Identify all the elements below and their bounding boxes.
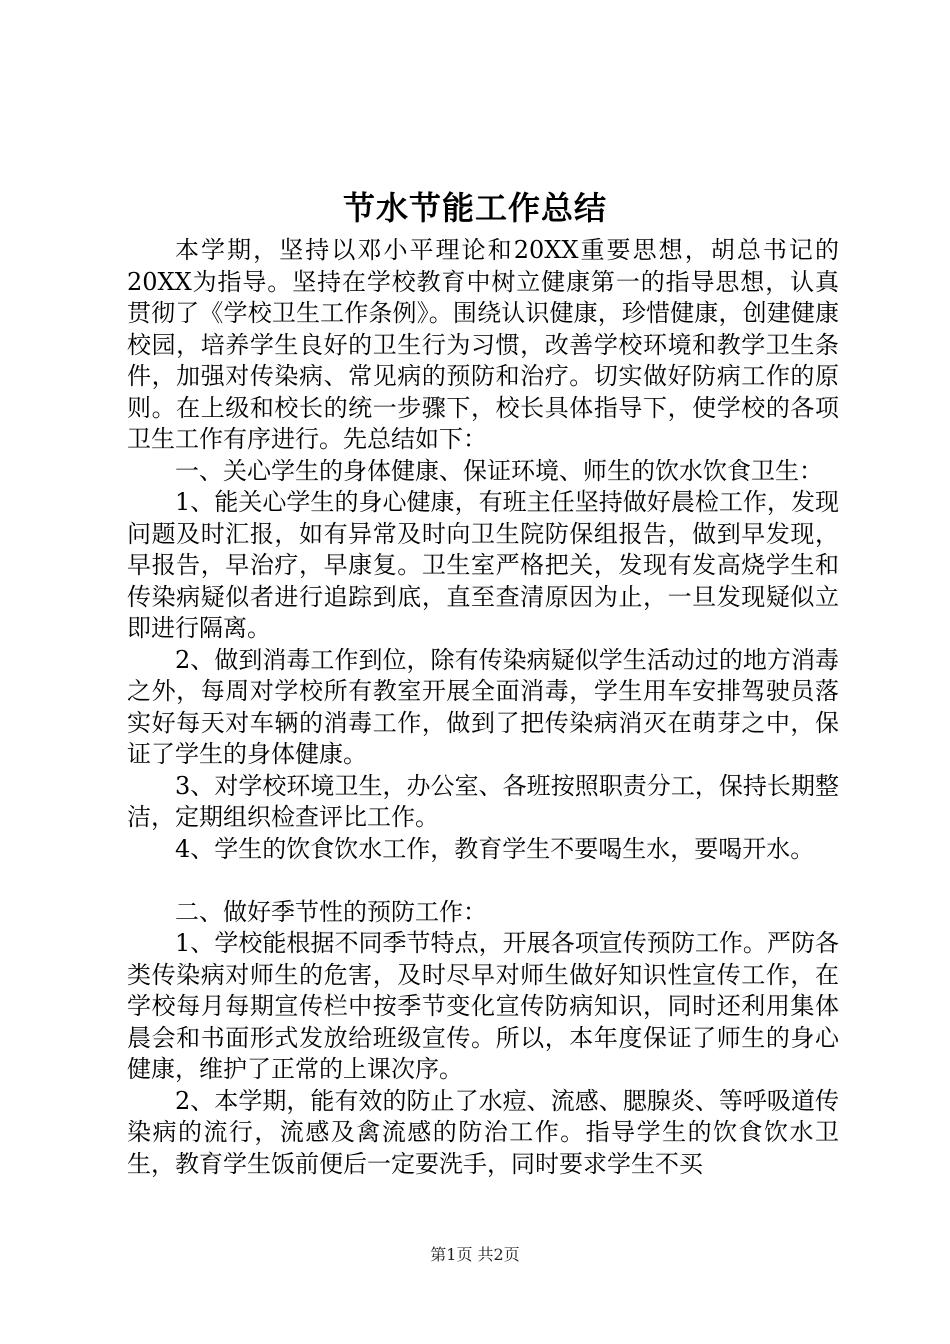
blank-line <box>127 865 839 897</box>
paragraph-1-3: 3、对学校环境卫生，办公室、各班按照职责分工，保持长期整洁，定期组织检查评比工作。 <box>127 771 839 831</box>
section-heading-1: 一、关心学生的身体健康、保证环境、师生的饮水饮食卫生： <box>175 456 823 485</box>
document-body <box>127 235 839 1180</box>
paragraph-2-1: 1、学校能根据不同季节特点，开展各项宣传预防工作。严防各类传染病对师生的危害，及时尽早对师生做好知识性宣传工作，在学校每月每期宣传栏中按季节变化宣传防病知识，同时还利用集体晨会和书面形式发放给班级宣传。所以，本年度保证了师生的身心健康，维护了正常的上课次序。 <box>127 929 839 1083</box>
section-heading-2: 二、做好季节性的预防工作： <box>175 897 487 926</box>
paragraph-1-1: 1、能关心学生的身心健康，有班主任坚持做好晨检工作，发现问题及时汇报，如有异常及时向卫生院防保组报告，做到早发现，早报告，早治疗，早康复。卫生室严格把关，发现有发高烧学生和传染病疑似者进行追踪到底，直至查清原因为止，一旦发现疑似立即进行隔离。 <box>127 488 839 642</box>
paragraph-1-4: 4、学生的饮食饮水工作，教育学生不要喝生水，要喝开水。 <box>175 834 815 863</box>
paragraph-1-2: 2、做到消毒工作到位，除有传染病疑似学生活动过的地方消毒之外，每周对学校所有教室开展全面消毒，学生用车安排驾驶员落实好每天对车辆的消毒工作，做到了把传染病消灭在萌芽之中，保证了学生的身体健康。 <box>127 645 839 768</box>
document-title: 节水节能工作总结 <box>342 189 607 227</box>
paragraph-2-2: 2、本学期，能有效的防止了水痘、流感、腮腺炎、等呼吸道传染病的流行，流感及禽流感的防治工作。指导学生的饮食饮水卫生，教育学生饭前便后一定要洗手，同时要求学生不买 <box>127 1086 839 1178</box>
page-footer: 第1页 共2页 <box>430 1245 520 1264</box>
paragraph-intro: 本学期，坚持以邓小平理论和20XX重要思想，胡总书记的20XX为指导。坚持在学校教育中树立健康第一的指导思想，认真贯彻了《学校卫生工作条例》。围绕认识健康，珍惜健康，创建健康校园，培养学生良好的卫生行为习惯，改善学校环境和教学卫生条件，加强对传染病、常见病的预防和治疗。切实做好防病工作的原则。在上级和校长的统一步骤下，校长具体指导下，使学校的各项卫生工作有序进行。先总结如下： <box>127 236 839 453</box>
